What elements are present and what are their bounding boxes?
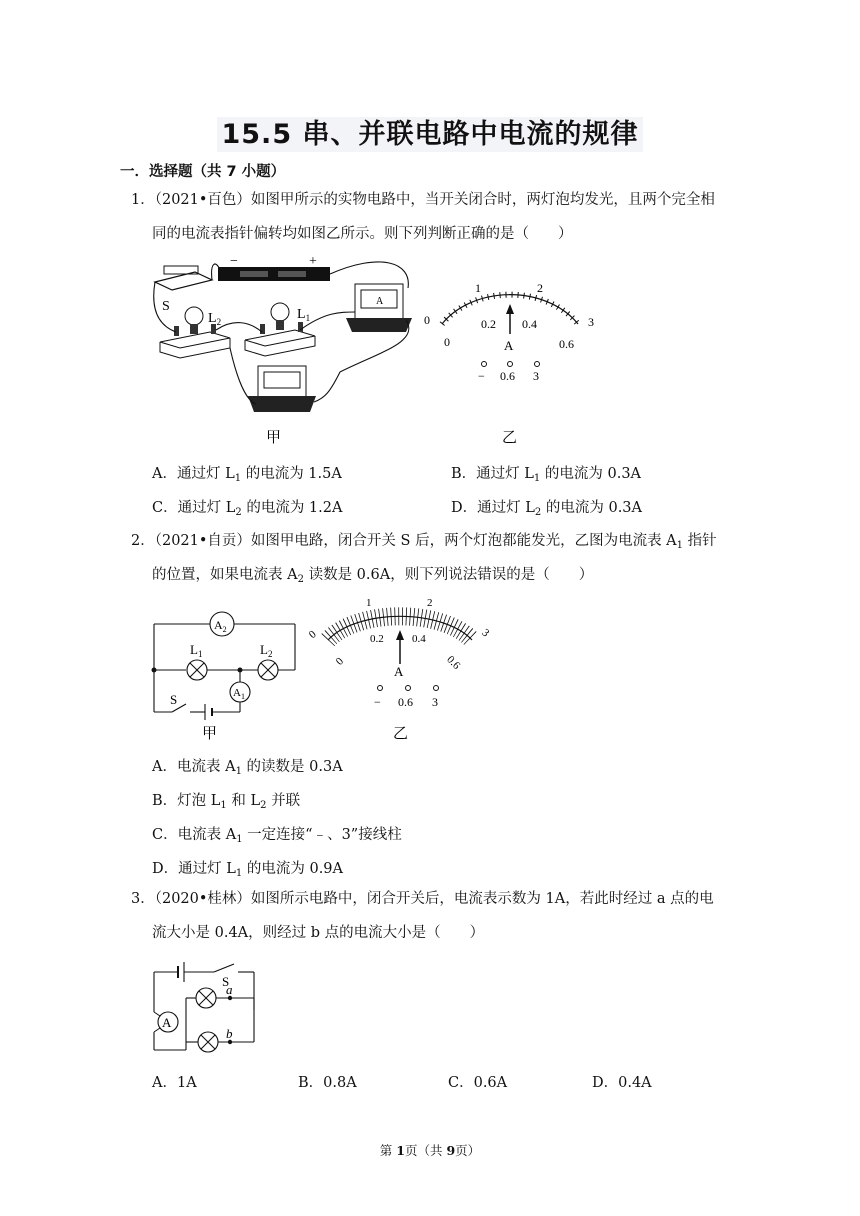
- q1-switch-label: S: [162, 299, 170, 314]
- page-footer: 第 1页（共 9页）: [379, 1143, 481, 1158]
- q2-scale-top-2: 2: [427, 597, 433, 609]
- q1-option-b[interactable]: B．通过灯 $L_1$ 的电流为 0.3A: [451, 466, 642, 484]
- q1-dial: [424, 281, 594, 383]
- q1-lamp-l2: [160, 307, 230, 358]
- q2-fig-label-yi: 乙: [393, 726, 409, 742]
- q1-lamp-l1-label: $L_1$: [297, 307, 311, 323]
- q1-terminal-minus: −: [478, 369, 485, 383]
- q2-option-d[interactable]: D．通过灯 $L_1$ 的电流为 0.9A: [152, 861, 343, 879]
- q3-stem-line2: 流大小是 0.4A，则经过 b 点的电流大小是（ ）: [152, 925, 485, 941]
- q2-dial: [307, 597, 492, 709]
- q1-stem-line2: 同的电流表指针偏转均如图乙所示。则下列判断正确的是（ ）: [152, 226, 573, 242]
- q2-option-a[interactable]: A．电流表 $A_1$ 的读数是 0.3A: [152, 759, 343, 777]
- footer-page-number: 1: [396, 1143, 405, 1158]
- q2-a2-label: $A_2$: [214, 618, 227, 634]
- q2-stem-line2: 的位置，如果电流表 $A_2$ 读数是 0.6A，则下列说法错误的是（ ）: [152, 567, 594, 585]
- q2-scale-bottom-0: 0: [333, 655, 347, 668]
- section-heading: 一．选择题（共 7 小题）: [120, 164, 286, 180]
- q3-switch-label: S: [222, 974, 230, 989]
- q1-scale-top-0: 0: [424, 313, 430, 327]
- q1-terminal-3: 3: [533, 369, 539, 383]
- q2-scale-bottom-1: 0.2: [370, 633, 384, 645]
- q1-figure: [150, 252, 610, 452]
- q1-stem-line1: 1．（2021•百色）如图甲所示的实物电路中，当开关闭合时，两灯泡均发光，且两个完全相: [131, 192, 715, 208]
- q2-option-b[interactable]: B．灯泡 $L_1$ 和 $L_2$ 并联: [152, 793, 301, 811]
- q2-l2-label: $L_2$: [260, 642, 273, 659]
- q1-battery-minus: −: [230, 254, 238, 269]
- q1-option-a[interactable]: A．通过灯 $L_1$ 的电流为 1.5A: [152, 466, 342, 484]
- q1-scale-bottom-2: 0.4: [522, 317, 537, 331]
- q1-battery: [218, 254, 330, 281]
- q2-scale-bottom-3: 0.6: [444, 653, 463, 672]
- q3-option-d[interactable]: D．0.4A: [592, 1075, 652, 1091]
- q3-figure: [150, 960, 265, 1055]
- q2-switch-label: S: [170, 692, 178, 707]
- q1-scale-bottom-1: 0.2: [481, 317, 496, 331]
- page-title-text: 15.5 串、并联电路中电流的规律: [217, 117, 642, 152]
- q3-point-a: a: [226, 982, 233, 997]
- q2-fig-label-jia: 甲: [202, 726, 218, 742]
- q1-fig-label-yi: 乙: [502, 430, 518, 446]
- q1-terminal-06: 0.6: [500, 369, 515, 383]
- q3-option-b[interactable]: B．0.8A: [298, 1075, 357, 1091]
- q1-battery-plus: +: [309, 254, 317, 269]
- footer-total-pages: 9: [446, 1143, 456, 1158]
- q3-point-b: b: [226, 1026, 233, 1041]
- q3-option-c[interactable]: C．0.6A: [448, 1075, 508, 1091]
- q1-switch: [155, 266, 212, 314]
- q3-circuit: [154, 962, 254, 1052]
- q3-ammeter-label: A: [162, 1015, 172, 1030]
- q1-ammeter-top: [346, 284, 412, 332]
- q1-lamp-l1: [245, 303, 315, 356]
- q3-option-a[interactable]: A．1A: [152, 1075, 197, 1091]
- q2-a1-label: $A_1$: [233, 687, 245, 701]
- q1-scale-top-3: 3: [588, 315, 594, 329]
- q1-scale-bottom-3: 0.6: [559, 337, 574, 351]
- q2-scale-bottom-2: 0.4: [412, 633, 426, 645]
- page-title: [0, 112, 860, 151]
- q2-l1-label: $L_1$: [190, 642, 203, 659]
- q2-scale-top-3: 3: [479, 626, 492, 640]
- q2-scale-top-1: 1: [366, 597, 372, 609]
- q2-scale-top-0: 0: [306, 628, 319, 642]
- q1-option-d[interactable]: D．通过灯 $L_2$ 的电流为 0.3A: [451, 500, 642, 518]
- q1-ammeter-bottom: [248, 366, 316, 412]
- q3-stem-line1: 3．（2020•桂林）如图所示电路中，闭合开关后，电流表示数为 1A，若此时经过 a 点的电: [131, 891, 714, 907]
- q2-figure: [150, 594, 500, 744]
- q2-terminal-3: 3: [432, 695, 438, 709]
- q1-option-c[interactable]: C．通过灯 $L_2$ 的电流为 1.2A: [152, 500, 343, 518]
- q1-scale-top-2: 2: [537, 281, 543, 295]
- q1-fig-label-jia: 甲: [266, 430, 282, 446]
- q1-dial-meter-label: A: [504, 338, 514, 353]
- q1-lamp-l2-label: $L_2$: [208, 311, 222, 327]
- q2-terminal-06: 0.6: [398, 695, 413, 709]
- q1-scale-top-1: 1: [475, 281, 481, 295]
- q2-option-c[interactable]: C．电流表 $A_1$ 一定连接“﹣、3”接线柱: [152, 827, 402, 845]
- q2-terminal-minus: −: [374, 695, 381, 709]
- q2-dial-meter-label: A: [394, 664, 404, 679]
- q1-scale-bottom-0: 0: [444, 335, 450, 349]
- svg-text:A: A: [376, 296, 384, 307]
- q2-stem-line1: 2．（2021•自贡）如图甲电路，闭合开关 S 后，两个灯泡都能发光，乙图为电流表 $A_1$ 指针: [131, 533, 717, 551]
